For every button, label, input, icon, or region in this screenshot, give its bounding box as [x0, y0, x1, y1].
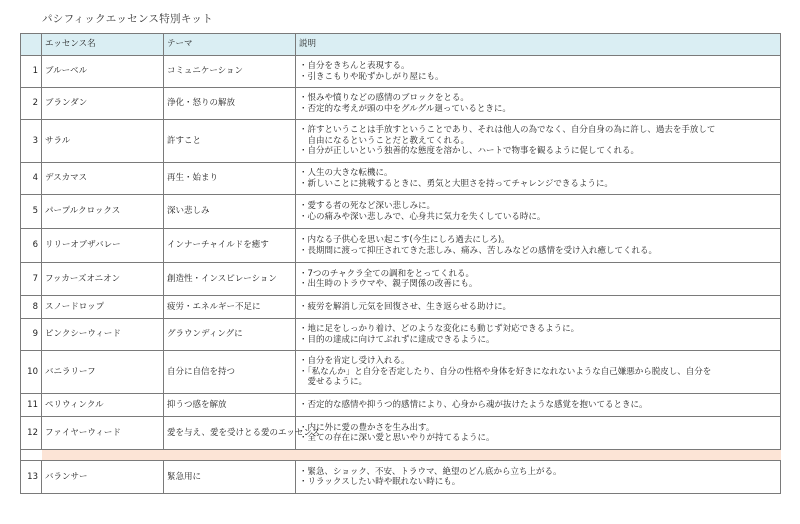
essence-theme: 深い悲しみ — [164, 195, 296, 229]
essence-name: スノードロップ — [42, 296, 164, 319]
description-line: ・リラックスしたい時や眠れない時にも。 — [299, 477, 461, 487]
essence-description — [296, 229, 781, 263]
essence-description — [296, 195, 781, 229]
table-body — [21, 56, 781, 494]
table-header-row — [21, 34, 781, 56]
essence-name: バランサー — [42, 461, 164, 494]
description-line: ・自分が正しいという独善的な態度を溶かし、ハートで物事を観るように促してくれる。 — [299, 146, 640, 157]
description-line: ・内なる子供心を思い起こす(今生にしろ過去にしろ)。 — [299, 235, 510, 245]
row-number: 2 — [21, 88, 42, 120]
description-line: ・人生の大きな転機に。 — [299, 168, 393, 178]
table-row — [21, 163, 781, 195]
row-number: 8 — [21, 296, 42, 319]
essence-theme: 浄化・怒りの解放 — [164, 88, 296, 120]
description-line: ・心の痛みや深い悲しみで、心身共に気力を失くしている時に。 — [299, 211, 546, 222]
essence-description — [296, 417, 781, 450]
essence-description — [296, 319, 781, 351]
description-line: ・緊急、ショック、不安、トラウマ、絶望のどん底から立ち上がる。 — [299, 466, 562, 477]
table-row — [21, 229, 781, 263]
description-line: ・出生時のトラウマや、親子関係の改善にも。 — [299, 279, 478, 289]
essence-description — [296, 263, 781, 296]
description-line: ・地に足をしっかり着け、どのような変化にも動じず対応できるように。 — [299, 324, 580, 334]
essence-description — [296, 163, 781, 195]
essence-theme: 再生・始まり — [164, 163, 296, 195]
table-row — [21, 195, 781, 229]
essence-name: ブルーベル — [42, 56, 164, 88]
table-row — [21, 56, 781, 88]
essence-name: バニラリーフ — [42, 351, 164, 394]
essence-theme: グラウンディングに — [164, 319, 296, 351]
header-theme: テーマ — [164, 34, 296, 56]
description-line: ・「私なんか」と自分を否定したり、自分の性格や身体を好きになれないような自己嫌悪から脱皮し、自分を — [299, 366, 712, 377]
description-line: ・自分をきちんと表現する。 — [299, 61, 410, 71]
essence-theme: インナーチャイルドを癒す — [164, 229, 296, 263]
table-row — [21, 351, 781, 394]
header-essence-name: エッセンス名 — [42, 34, 164, 56]
essence-theme: 許すこと — [164, 120, 296, 163]
description-line: ・新しいことに挑戦するときに、勇気と大胆さを持ってチャレンジできるように。 — [299, 178, 613, 189]
essence-description — [296, 296, 781, 319]
essence-name: ピンクシーウィード — [42, 319, 164, 351]
essence-name: パープルクロックス — [42, 195, 164, 229]
essence-name: ペリウィンクル — [42, 394, 164, 417]
table-row — [21, 263, 781, 296]
essence-name: ブランダン — [42, 88, 164, 120]
essence-description — [296, 461, 781, 494]
essence-theme: 疲労・エネルギー不足に — [164, 296, 296, 319]
description-line: ・疲労を解消し元気を回復させ、生き返らせる助けに。 — [299, 301, 511, 312]
description-line: ・否定的な考えが頭の中をグルグル廻っているときに。 — [299, 103, 511, 114]
essence-name: リリーオブザバレー — [42, 229, 164, 263]
essence-name: サラル — [42, 120, 164, 163]
description-line: ・愛する者の死など深い悲しみに。 — [299, 201, 436, 211]
essence-name: デスカマス — [42, 163, 164, 195]
description-line: ・恨みや憤りなどの感情のブロックをとる。 — [299, 93, 469, 103]
row-number: 1 — [21, 56, 42, 88]
description-line: ・引きこもりや恥ずかしがり屋にも。 — [299, 71, 444, 82]
row-number: 9 — [21, 319, 42, 351]
table-row — [21, 88, 781, 120]
row-number: 13 — [21, 461, 42, 494]
description-line: ・目的の達成に向けてぶれずに達成できるように。 — [299, 334, 495, 345]
essence-theme: 創造性・インスピレーション — [164, 263, 296, 296]
table-row — [21, 296, 781, 319]
description-line: ・内に外に愛の豊かさを生み出す。 — [299, 422, 435, 433]
row-number: 5 — [21, 195, 42, 229]
table-row — [21, 394, 781, 417]
description-line: ・長期間に渡って抑圧されてきた悲しみ、痛み、苦しみなどの感情を受け入れ癒してくれる。 — [299, 245, 658, 256]
essence-name: フッカーズオニオン — [42, 263, 164, 296]
description-line: ・許すということは手放すということであり、それは他人の為でなく、自分自身の為に許し、過去を手放して — [299, 125, 716, 136]
description-line: ・否定的な感情や抑うつ的感情により、心身から魂が抜けたような感覚を抱いてるときに。 — [299, 399, 648, 410]
document-title: パシフィックエッセンス特別キット — [42, 13, 214, 25]
row-number: 10 — [21, 351, 42, 394]
essence-table — [20, 33, 781, 494]
essence-theme: 緊急用に — [164, 461, 296, 494]
essence-theme: 愛を与え、愛を受けとる愛のエッセンス — [164, 417, 296, 450]
essence-description — [296, 120, 781, 163]
essence-theme: 自分に自信を持つ — [164, 351, 296, 394]
table-row — [21, 319, 781, 351]
essence-description — [296, 56, 781, 88]
essence-description — [296, 88, 781, 120]
description-line: ・全ての存在に深い愛と思いやりが持てるように。 — [299, 433, 495, 443]
row-number: 3 — [21, 120, 42, 163]
essence-theme: 抑うつ感を解放 — [164, 394, 296, 417]
table-row — [21, 461, 781, 494]
table-row — [21, 417, 781, 450]
row-number: 7 — [21, 263, 42, 296]
description-line: ・自分を肯定し受け入れる。 — [299, 356, 410, 367]
essence-description — [296, 351, 781, 394]
table-spacer-row — [21, 450, 781, 461]
essence-theme: コミュニケーション — [164, 56, 296, 88]
header-description: 説明 — [296, 34, 781, 56]
header-number — [21, 34, 42, 56]
row-number: 12 — [21, 417, 42, 450]
essence-description — [296, 394, 781, 417]
row-number: 11 — [21, 394, 42, 417]
description-line: 自由になるということだと教えてくれる。 — [299, 135, 470, 146]
row-number: 6 — [21, 229, 42, 263]
description-line: 愛せるように。 — [299, 377, 368, 388]
essence-name: ファイヤーウィード — [42, 417, 164, 450]
row-number: 4 — [21, 163, 42, 195]
description-line: ・7つのチャクラ全ての調和をとってくれる。 — [299, 268, 474, 279]
table-row — [21, 120, 781, 163]
